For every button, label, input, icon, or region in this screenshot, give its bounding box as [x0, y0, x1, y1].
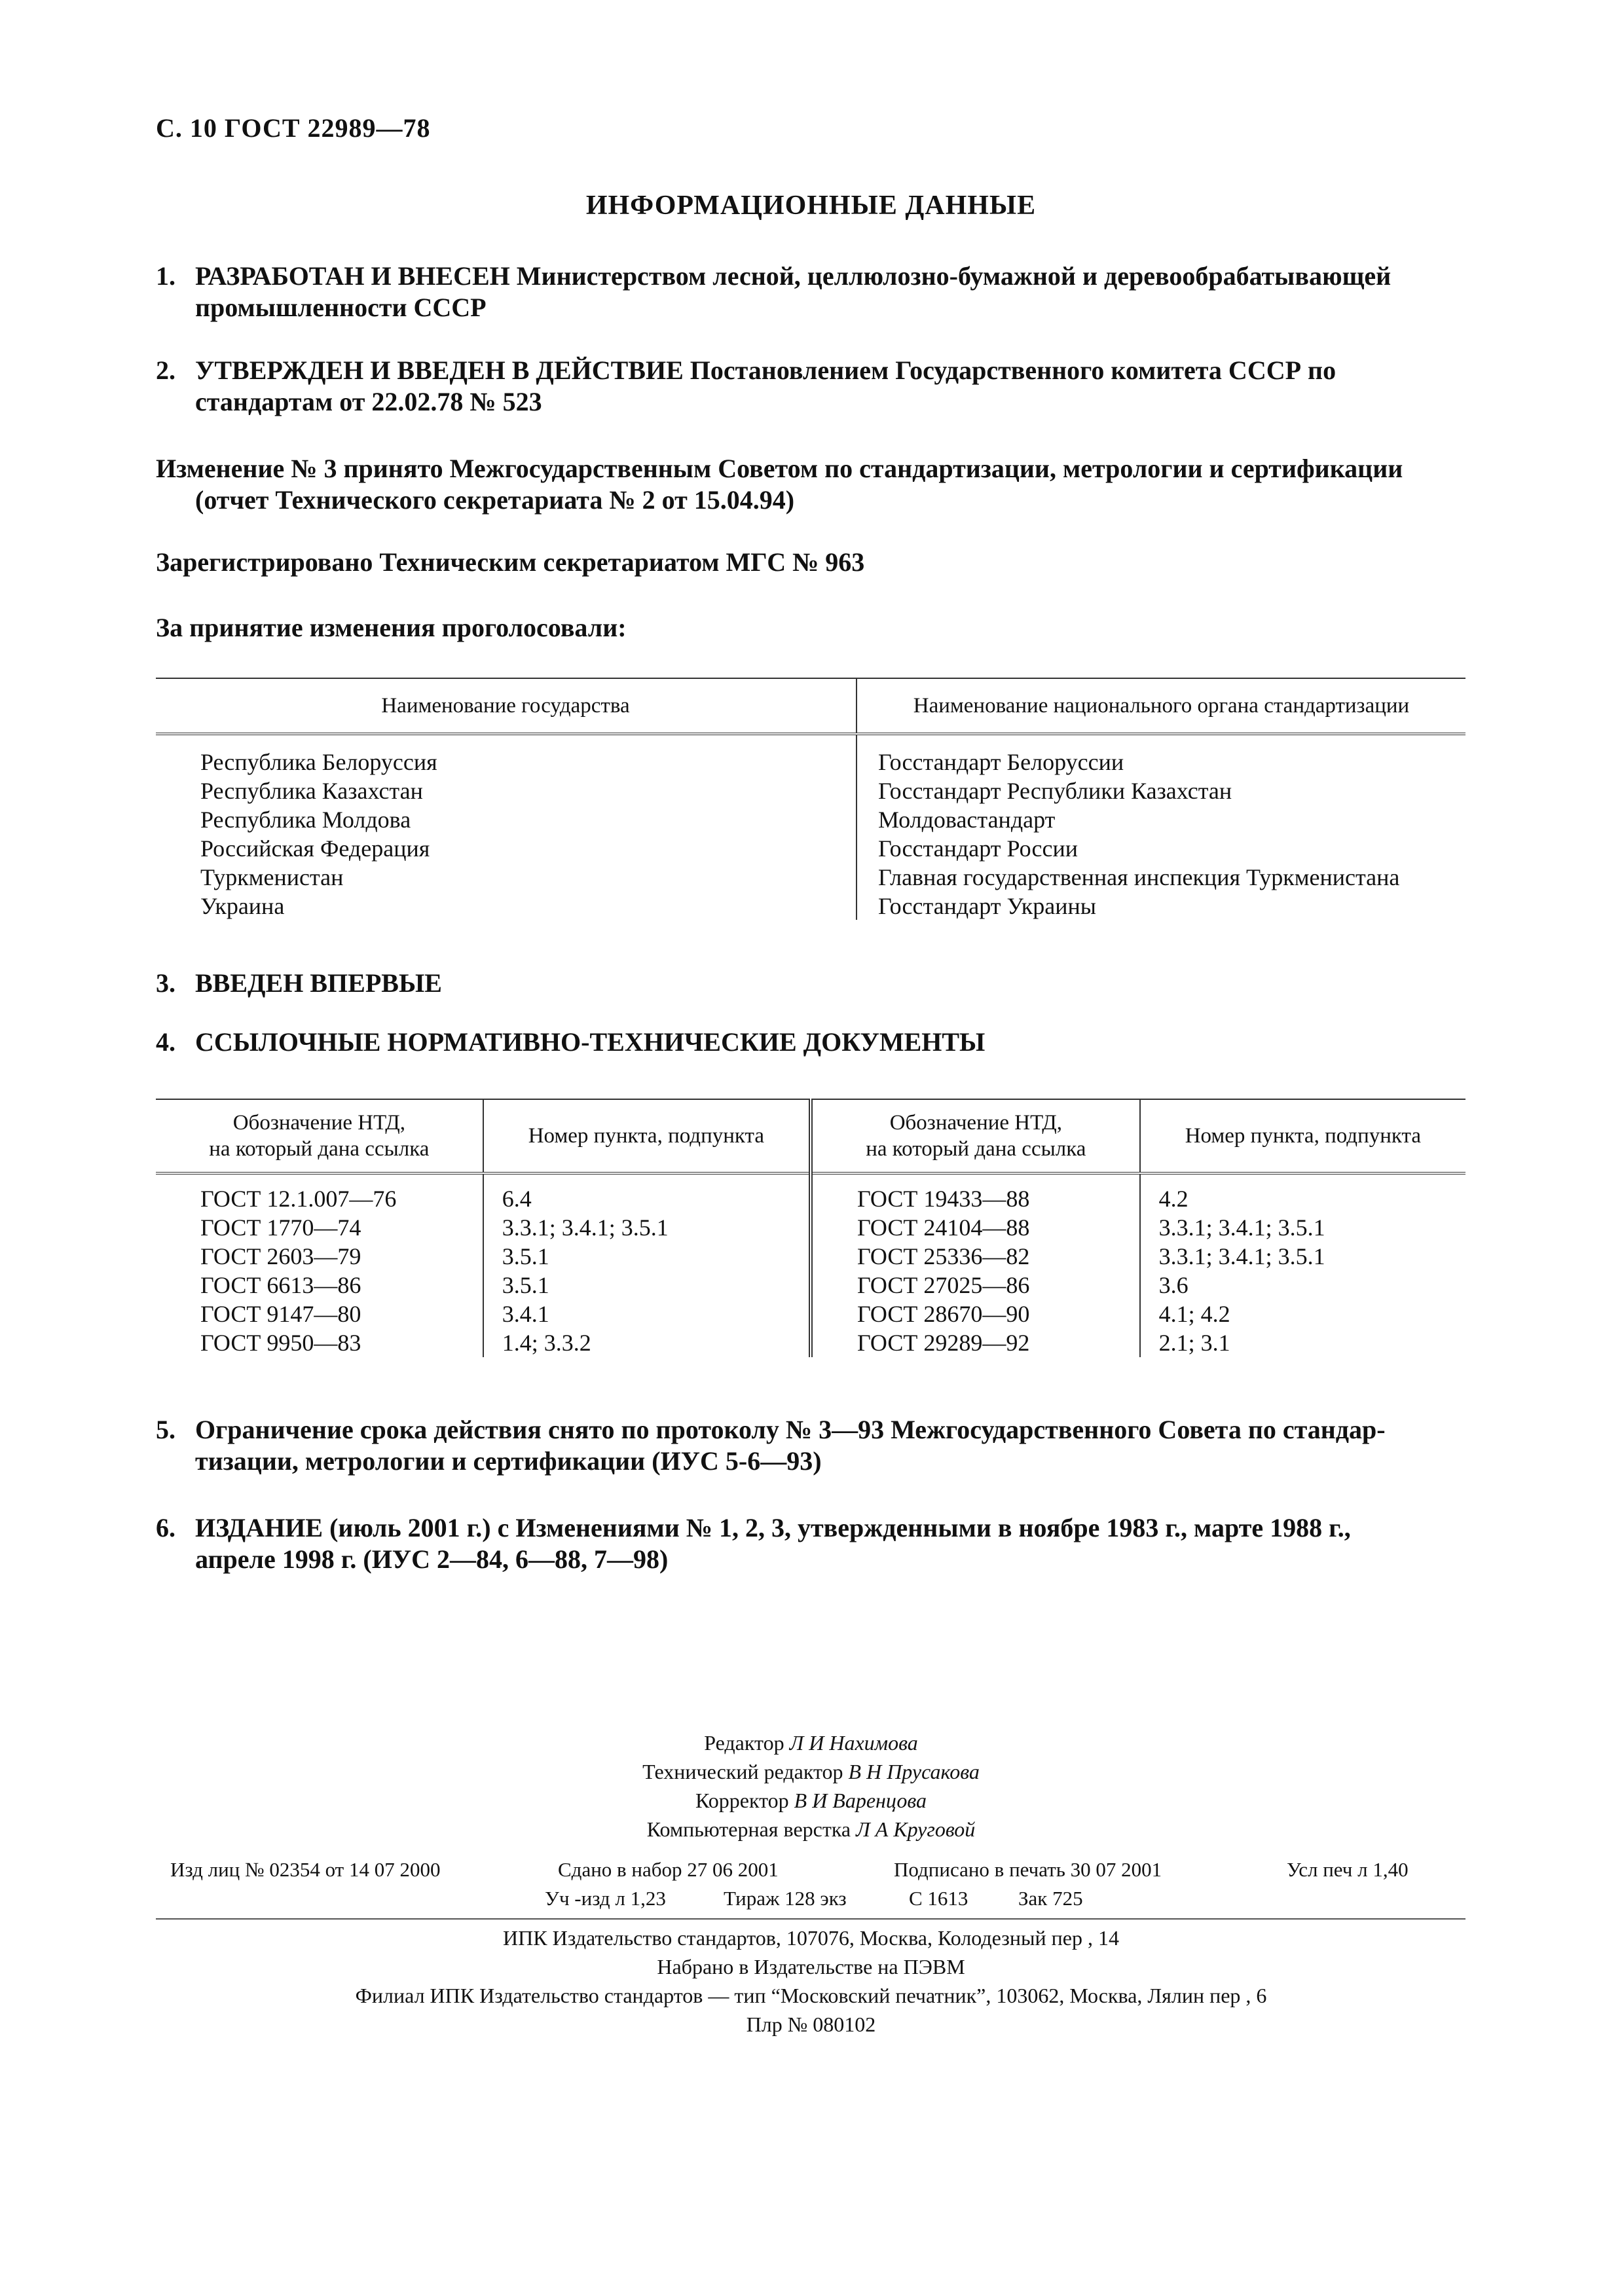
imprint-order: Зак 725: [1018, 1887, 1083, 1910]
doc-cell: ГОСТ 9950—83: [156, 1328, 483, 1357]
body-cell: Молдовастандарт: [878, 807, 1056, 833]
credit-name: Л А Круговой: [856, 1817, 976, 1841]
header-line: Обозначение НТД,: [232, 1111, 405, 1135]
item-number: 3.: [156, 968, 175, 998]
point-cell: 2.1; 3.1: [1158, 1330, 1230, 1356]
point-cell: 4.2: [1158, 1186, 1189, 1212]
item-text: УТВЕРЖДЕН И ВВЕДЕН В ДЕЙСТВИЕ Постановлением Государственного комитета СССР по: [195, 355, 1336, 385]
point-cell: 3.4.1: [483, 1300, 811, 1328]
credit-label: Технический редактор: [642, 1760, 843, 1783]
column-header-body: Наименование национального органа стандартизации: [857, 678, 1465, 734]
item-text: ССЫЛОЧНЫЕ НОРМАТИВНО-ТЕХНИЧЕСКИЕ ДОКУМЕНТЫ: [195, 1027, 986, 1057]
body-cell: Госстандарт России: [878, 835, 1078, 862]
amendment-text-continued: (отчет Технического секретариата № 2 от 15.04.94): [195, 485, 795, 515]
item-text: ВВЕДЕН ВПЕРВЫЕ: [195, 968, 442, 998]
table-row: [156, 1242, 1465, 1271]
item-text: ИЗДАНИЕ (июль 2001 г.) с Изменениями № 1, 2, 3, утвержденными в ноябре 1983 г., марте 1988 г.,: [195, 1513, 1351, 1542]
doc-cell: ГОСТ 28670—90: [811, 1300, 1140, 1328]
publisher-line: ИПК Издательство стандартов, 107076, Москва, Колодезный пер , 14: [503, 1926, 1119, 1950]
state-cell: Российская Федерация: [156, 834, 857, 863]
table-row: [156, 805, 1465, 834]
state-cell: Туркменистан: [156, 863, 857, 892]
states-table: [156, 678, 1465, 920]
item-number: 2.: [156, 355, 175, 385]
credit-tech-editor: [0, 1757, 1622, 1786]
publisher-line: Набрано в Издательстве на ПЭВМ: [657, 1955, 965, 1978]
state-cell: Республика Казахстан: [156, 776, 857, 805]
item-number: 6.: [156, 1513, 175, 1542]
imprint-signed: Подписано в печать 30 07 2001: [894, 1858, 1162, 1881]
table-header-row: [156, 1099, 1465, 1173]
column-header-doc-left: [156, 1099, 483, 1173]
doc-cell: ГОСТ 24104—88: [811, 1213, 1140, 1242]
page-header: С. 10 ГОСТ 22989—78: [156, 113, 431, 143]
item-1: [156, 261, 1391, 323]
body-cell: Главная государственная инспекция Туркменистана: [878, 864, 1400, 890]
doc-cell: ГОСТ 25336—82: [811, 1242, 1140, 1271]
vote-note: За принятие изменения проголосовали:: [156, 613, 627, 642]
item-4: [156, 1027, 985, 1058]
point-cell: 3.3.1; 3.4.1; 3.5.1: [1158, 1214, 1325, 1241]
table-row: [156, 776, 1465, 805]
doc-cell: ГОСТ 6613—86: [156, 1271, 483, 1300]
amendment-note: [156, 453, 1403, 516]
credit-label: Корректор: [695, 1789, 789, 1812]
doc-cell: ГОСТ 19433—88: [811, 1173, 1140, 1213]
table-row: [156, 1173, 1465, 1213]
publisher-line: Плр № 080102: [746, 2013, 876, 2036]
imprint-c: С 1613: [909, 1887, 968, 1910]
doc-cell: ГОСТ 12.1.007—76: [156, 1173, 483, 1213]
doc-cell: ГОСТ 2603—79: [156, 1242, 483, 1271]
state-cell: Украина: [156, 892, 857, 920]
publisher-block: [0, 1923, 1622, 2039]
item-number: 1.: [156, 261, 175, 291]
table-row: [156, 1213, 1465, 1242]
column-header-point-right: Номер пункта, подпункта: [1140, 1099, 1465, 1173]
item-text-continued: тизации, метрологии и сертификации (ИУС 5-6—93): [195, 1446, 822, 1476]
doc-cell: ГОСТ 9147—80: [156, 1300, 483, 1328]
item-number: 5.: [156, 1415, 175, 1444]
table-row: [156, 1300, 1465, 1328]
registration-note: Зарегистрировано Техническим секретариатом МГС № 963: [156, 547, 865, 577]
credit-name: Л И Нахимова: [789, 1731, 918, 1755]
credit-editor: [0, 1728, 1622, 1757]
table-row: [156, 892, 1465, 920]
point-cell: 3.3.1; 3.4.1; 3.5.1: [483, 1213, 811, 1242]
table-row: [156, 1328, 1465, 1357]
state-cell: Республика Молдова: [156, 805, 857, 834]
item-2: [156, 355, 1336, 418]
header-line: на который дана ссылка: [866, 1137, 1086, 1161]
imprint-sent: Сдано в набор 27 06 2001: [558, 1858, 779, 1881]
references-table: [156, 1099, 1465, 1357]
table-row: [156, 834, 1465, 863]
imprint-license: Изд лиц № 02354 от 14 07 2000: [170, 1858, 441, 1881]
point-cell: 6.4: [483, 1173, 811, 1213]
credit-label: Редактор: [704, 1731, 784, 1755]
column-header-state: Наименование государства: [156, 678, 857, 734]
item-text-continued: стандартам от 22.02.78 № 523: [195, 387, 542, 416]
body-cell: Госстандарт Белоруссии: [878, 749, 1124, 775]
doc-cell: ГОСТ 27025—86: [811, 1271, 1140, 1300]
header-line: на который дана ссылка: [209, 1137, 430, 1161]
item-text-continued: апреле 1998 г. (ИУС 2—84, 6—88, 7—98): [195, 1544, 669, 1574]
item-text: РАЗРАБОТАН И ВНЕСЕН Министерством лесной, целлюлозно-бумажной и деревообрабатывающей: [195, 261, 1392, 291]
doc-cell: ГОСТ 1770—74: [156, 1213, 483, 1242]
publisher-line: Филиал ИПК Издательство стандартов — тип “Московский печатник”, 103062, Москва, Лялин пер , 6: [355, 1984, 1267, 2007]
point-cell: 3.5.1: [483, 1242, 811, 1271]
item-text-continued: промышленности СССР: [195, 293, 487, 322]
item-5: [156, 1414, 1386, 1477]
amendment-text: Изменение № 3 принято Межгосударственным Советом по стандартизации, метрологии и сертификации: [156, 454, 1403, 483]
credit-label: Компьютерная верстка: [646, 1817, 851, 1841]
credit-name: В Н Прусакова: [848, 1760, 980, 1783]
table-row: [156, 863, 1465, 892]
table-row: [156, 734, 1465, 776]
item-6: [156, 1512, 1351, 1575]
point-cell: 4.1; 4.2: [1158, 1301, 1230, 1327]
body-cell: Госстандарт Республики Казахстан: [878, 778, 1232, 804]
section-title: ИНФОРМАЦИОННЫЕ ДАННЫЕ: [585, 191, 1037, 221]
credits-block: [0, 1728, 1622, 1844]
item-number: 4.: [156, 1027, 175, 1057]
point-cell: 3.3.1; 3.4.1; 3.5.1: [1158, 1243, 1325, 1269]
state-cell: Республика Белоруссия: [156, 734, 857, 776]
table-header-row: [156, 678, 1465, 734]
column-header-doc-right: [811, 1099, 1140, 1173]
divider: [156, 1918, 1465, 1920]
credit-layout: [0, 1815, 1622, 1844]
header-line: Обозначение НТД,: [889, 1111, 1062, 1135]
imprint-sheets: Усл печ л 1,40: [1287, 1858, 1409, 1881]
table-row: [156, 1271, 1465, 1300]
column-header-point-left: Номер пункта, подпункта: [483, 1099, 811, 1173]
credit-corrector: [0, 1786, 1622, 1815]
item-3: [156, 968, 442, 999]
imprint-pub-sheets: Уч -изд л 1,23: [545, 1887, 666, 1910]
point-cell: 3.5.1: [483, 1271, 811, 1300]
credit-name: В И Варенцова: [794, 1789, 927, 1812]
item-text: Ограничение срока действия снято по протоколу № 3—93 Межгосударственного Совета по стандар-: [195, 1415, 1386, 1444]
doc-cell: ГОСТ 29289—92: [811, 1328, 1140, 1357]
imprint-copies: Тираж 128 экз: [724, 1887, 847, 1910]
point-cell: 3.6: [1158, 1272, 1189, 1298]
point-cell: 1.4; 3.3.2: [483, 1328, 811, 1357]
body-cell: Госстандарт Украины: [878, 893, 1096, 919]
